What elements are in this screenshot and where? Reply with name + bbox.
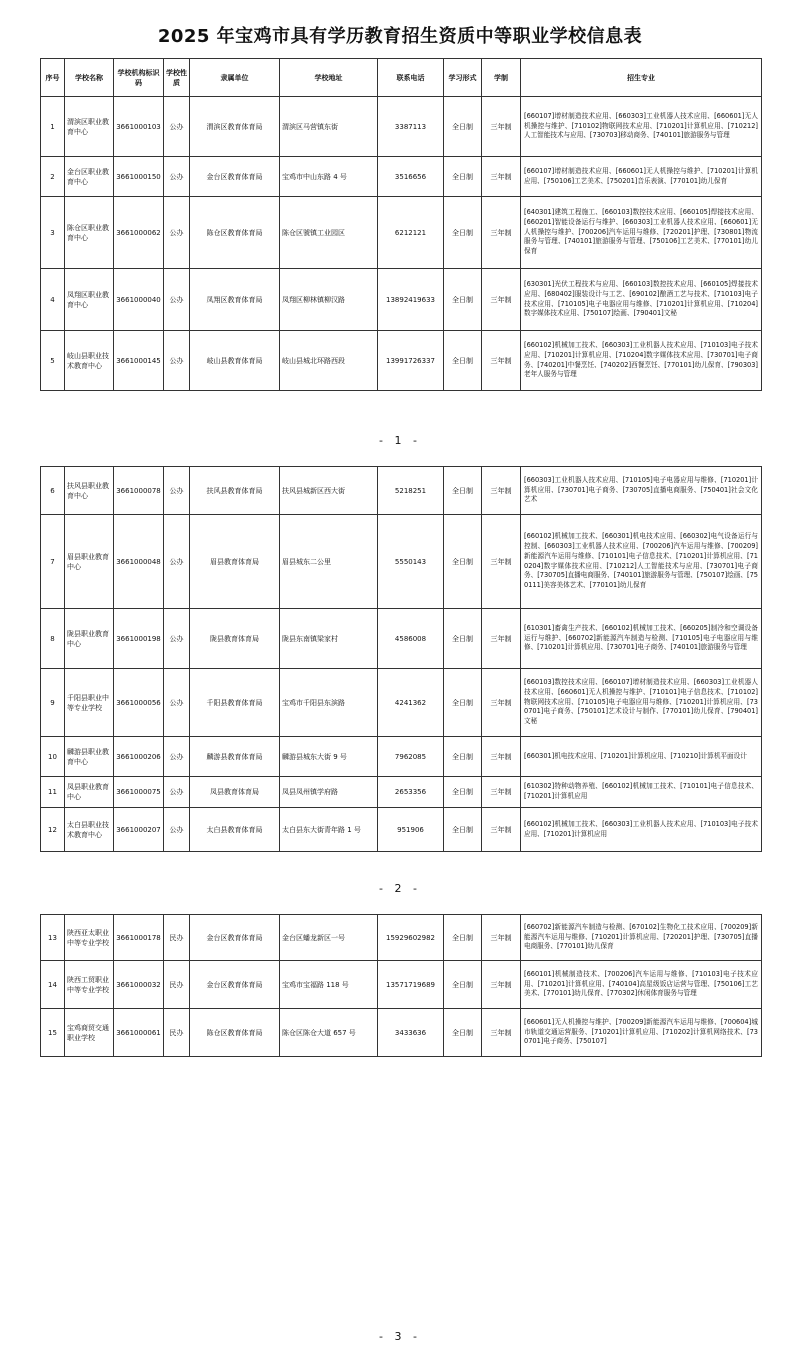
row-number-cell: 1 (41, 97, 65, 157)
address-cell: 岐山县城北环路西段 (280, 331, 378, 391)
school-code-cell: 3661000103 (114, 97, 164, 157)
study-form-cell: 全日制 (444, 1009, 482, 1057)
row-number-cell: 14 (41, 961, 65, 1009)
school-name-cell: 太白县职业技术教育中心 (65, 808, 114, 852)
phone-cell: 4241362 (378, 669, 444, 737)
study-form-cell: 全日制 (444, 669, 482, 737)
row-number-cell: 7 (41, 515, 65, 609)
study-form-cell: 全日制 (444, 515, 482, 609)
address-cell: 陈仓区陈仓大道 657 号 (280, 1009, 378, 1057)
table-row (41, 197, 762, 269)
school-code-cell: 3661000032 (114, 961, 164, 1009)
school-code-cell: 3661000145 (114, 331, 164, 391)
school-type-cell: 公办 (164, 467, 190, 515)
school-code-cell: 3661000061 (114, 1009, 164, 1057)
affiliation-cell: 岐山县教育体育局 (190, 331, 280, 391)
school-type-cell: 公办 (164, 97, 190, 157)
study-form-cell: 全日制 (444, 467, 482, 515)
phone-cell: 5218251 (378, 467, 444, 515)
school-name-cell: 陇县职业教育中心 (65, 609, 114, 669)
address-cell: 渭滨区马营镇东街 (280, 97, 378, 157)
address-cell: 宝鸡市千阳县东滨路 (280, 669, 378, 737)
study-form-cell: 全日制 (444, 269, 482, 331)
address-cell: 陈仓区虢镇工业园区 (280, 197, 378, 269)
study-form-cell: 全日制 (444, 777, 482, 808)
header-cell: 学校名称 (65, 59, 114, 97)
majors-cell: [660301]机电技术应用、[710201]计算机应用、[710210]计算机平面设计 (521, 737, 762, 777)
affiliation-cell: 陈仓区教育体育局 (190, 197, 280, 269)
phone-cell: 6212121 (378, 197, 444, 269)
duration-cell: 三年制 (482, 808, 521, 852)
school-code-cell: 3661000150 (114, 157, 164, 197)
address-cell: 凤县凤州镇学府路 (280, 777, 378, 808)
duration-cell: 三年制 (482, 609, 521, 669)
duration-cell: 三年制 (482, 197, 521, 269)
majors-cell: [660107]增材制造技术应用、[660303]工业机器人技术应用、[660601]无人机操控与维护、[710102]物联网技术应用、[710201]计算机应用、[710212]人工智能技术与应用、[730703]移动商务、[740101]旅游服务与管理 (521, 97, 762, 157)
school-type-cell: 公办 (164, 269, 190, 331)
row-number-cell: 4 (41, 269, 65, 331)
majors-cell: [660702]新能源汽车制造与检测、[670102]生物化工技术应用、[700209]新能源汽车运用与维修、[710201]计算机应用、[720201]护理、[730705]直播电商服务、[770101]幼儿保育 (521, 915, 762, 961)
table-row (41, 467, 762, 515)
address-cell: 扶风县城新区西大街 (280, 467, 378, 515)
study-form-cell: 全日制 (444, 915, 482, 961)
row-number-cell: 2 (41, 157, 65, 197)
duration-cell: 三年制 (482, 669, 521, 737)
school-name-cell: 渭滨区职业教育中心 (65, 97, 114, 157)
study-form-cell: 全日制 (444, 157, 482, 197)
affiliation-cell: 陇县教育体育局 (190, 609, 280, 669)
phone-cell: 3516656 (378, 157, 444, 197)
school-name-cell: 麟游县职业教育中心 (65, 737, 114, 777)
majors-cell: [660103]数控技术应用、[660107]增材制造技术应用、[660303]工业机器人技术应用、[660601]无人机操控与维护、[710101]电子信息技术、[710102]物联网技术应用、[710105]电子电器应用与维修、[710201]计算机应用、[730701]电子商务、[750101]艺术设计与制作、[770101]幼儿保育、[790401]文秘 (521, 669, 762, 737)
school-name-cell: 陕西亚太职业中等专业学校 (65, 915, 114, 961)
duration-cell: 三年制 (482, 97, 521, 157)
row-number-cell: 6 (41, 467, 65, 515)
majors-cell: [660102]机械加工技术、[660301]机电技术应用、[660302]电气设备运行与控制、[660303]工业机器人技术应用、[700206]汽车运用与维修、[700209]新能源汽车运用与维修、[710101]电子信息技术、[710201]计算机应用、[710204]数字媒体技术应用、[710212]人工智能技术与应用、[730701]电子商务、[730705]直播电商服务、[740101]旅游服务与管理、[750107]绘画、[750111]美容美体艺术、[770101]幼儿保育 (521, 515, 762, 609)
majors-cell: [660303]工业机器人技术应用、[710105]电子电器应用与维修、[710201]计算机应用、[730701]电子商务、[730705]直播电商服务、[750401]社会文化艺术 (521, 467, 762, 515)
table-row (41, 609, 762, 669)
row-number-cell: 9 (41, 669, 65, 737)
school-code-cell: 3661000056 (114, 669, 164, 737)
school-type-cell: 公办 (164, 609, 190, 669)
school-code-cell: 3661000207 (114, 808, 164, 852)
school-name-cell: 宝鸡商贸交通职业学校 (65, 1009, 114, 1057)
duration-cell: 三年制 (482, 737, 521, 777)
address-cell: 陇县东南镇梁家村 (280, 609, 378, 669)
phone-cell: 951906 (378, 808, 444, 852)
row-number-cell: 5 (41, 331, 65, 391)
school-type-cell: 公办 (164, 515, 190, 609)
header-cell: 学制 (482, 59, 521, 97)
table-row (41, 915, 762, 961)
study-form-cell: 全日制 (444, 97, 482, 157)
page-number: - 3 - (379, 1330, 421, 1343)
affiliation-cell: 凤翔区教育体育局 (190, 269, 280, 331)
affiliation-cell: 金台区教育体育局 (190, 157, 280, 197)
school-type-cell: 公办 (164, 808, 190, 852)
table-row (41, 97, 762, 157)
header-cell: 学校地址 (280, 59, 378, 97)
affiliation-cell: 麟游县教育体育局 (190, 737, 280, 777)
affiliation-cell: 太白县教育体育局 (190, 808, 280, 852)
table-row (41, 737, 762, 777)
school-name-cell: 陕西工贸职业中等专业学校 (65, 961, 114, 1009)
school-name-cell: 千阳县职业中等专业学校 (65, 669, 114, 737)
page-number: - 1 - (379, 434, 421, 447)
document-title: 2025 年宝鸡市具有学历教育招生资质中等职业学校信息表 (157, 26, 643, 47)
table-row (41, 669, 762, 737)
affiliation-cell: 扶风县教育体育局 (190, 467, 280, 515)
duration-cell: 三年制 (482, 777, 521, 808)
row-number-cell: 15 (41, 1009, 65, 1057)
duration-cell: 三年制 (482, 269, 521, 331)
majors-cell: [610302]特种动物养殖、[660102]机械加工技术、[710101]电子信息技术、[710201]计算机应用 (521, 777, 762, 808)
page-number: - 2 - (379, 882, 421, 895)
school-code-cell: 3661000178 (114, 915, 164, 961)
phone-cell: 13571719689 (378, 961, 444, 1009)
phone-cell: 13991726337 (378, 331, 444, 391)
table-row (41, 1009, 762, 1057)
school-name-cell: 陈仓区职业教育中心 (65, 197, 114, 269)
phone-cell: 13892419633 (378, 269, 444, 331)
table-row (41, 331, 762, 391)
majors-cell: [660102]机械加工技术、[660303]工业机器人技术应用、[710103]电子技术应用、[710201]计算机应用、[710204]数字媒体技术应用、[730701]电子商务、[740201]中餐烹饪、[740202]西餐烹饪、[770101]幼儿保育、[790303]老年人服务与管理 (521, 331, 762, 391)
majors-cell: [640301]建筑工程施工、[660103]数控技术应用、[660105]焊接技术应用、[660201]智能设备运行与维护、[660303]工业机器人技术应用、[660601]无人机操控与维护、[700206]汽车运用与维修、[720201]护理、[730801]物流服务与管理、[740101]旅游服务与管理、[750106]工艺美术、[770101]幼儿保育 (521, 197, 762, 269)
header-cell: 学校性质 (164, 59, 190, 97)
row-number-cell: 11 (41, 777, 65, 808)
duration-cell: 三年制 (482, 515, 521, 609)
school-table-page-2 (40, 466, 762, 852)
school-name-cell: 凤翔区职业教育中心 (65, 269, 114, 331)
school-name-cell: 扶风县职业教育中心 (65, 467, 114, 515)
school-code-cell: 3661000078 (114, 467, 164, 515)
phone-cell: 15929602982 (378, 915, 444, 961)
study-form-cell: 全日制 (444, 961, 482, 1009)
row-number-cell: 3 (41, 197, 65, 269)
school-name-cell: 岐山县职业技术教育中心 (65, 331, 114, 391)
school-code-cell: 3661000198 (114, 609, 164, 669)
phone-cell: 5550143 (378, 515, 444, 609)
majors-cell: [610301]畜禽生产技术、[660102]机械加工技术、[660205]制冷和空调设备运行与维护、[660702]新能源汽车制造与检测、[710105]电子电器应用与维修、[710201]计算机应用、[730701]电子商务、[740101]旅游服务与管理 (521, 609, 762, 669)
duration-cell: 三年制 (482, 1009, 521, 1057)
school-type-cell: 民办 (164, 1009, 190, 1057)
row-number-cell: 10 (41, 737, 65, 777)
school-name-cell: 凤县职业教育中心 (65, 777, 114, 808)
address-cell: 眉县城东二公里 (280, 515, 378, 609)
address-cell: 宝鸡市中山东路 4 号 (280, 157, 378, 197)
header-cell: 学校机构标识码 (114, 59, 164, 97)
school-type-cell: 民办 (164, 915, 190, 961)
phone-cell: 2653356 (378, 777, 444, 808)
duration-cell: 三年制 (482, 331, 521, 391)
school-code-cell: 3661000048 (114, 515, 164, 609)
affiliation-cell: 陈仓区教育体育局 (190, 1009, 280, 1057)
table-row (41, 777, 762, 808)
school-code-cell: 3661000062 (114, 197, 164, 269)
header-cell: 序号 (41, 59, 65, 97)
phone-cell: 3387113 (378, 97, 444, 157)
table-row (41, 515, 762, 609)
study-form-cell: 全日制 (444, 331, 482, 391)
address-cell: 金台区蟠龙新区一号 (280, 915, 378, 961)
school-table-page-1 (40, 58, 762, 391)
affiliation-cell: 渭滨区教育体育局 (190, 97, 280, 157)
school-type-cell: 公办 (164, 669, 190, 737)
school-type-cell: 公办 (164, 737, 190, 777)
school-name-cell: 金台区职业教育中心 (65, 157, 114, 197)
address-cell: 麟游县城东大街 9 号 (280, 737, 378, 777)
row-number-cell: 12 (41, 808, 65, 852)
header-cell: 招生专业 (521, 59, 762, 97)
affiliation-cell: 眉县教育体育局 (190, 515, 280, 609)
study-form-cell: 全日制 (444, 609, 482, 669)
header-cell: 学习形式 (444, 59, 482, 97)
table-row (41, 961, 762, 1009)
study-form-cell: 全日制 (444, 197, 482, 269)
table-header-row (41, 59, 762, 97)
school-type-cell: 公办 (164, 157, 190, 197)
majors-cell: [660107]增材制造技术应用、[660601]无人机操控与维护、[710201]计算机应用、[750106]工艺美术、[750201]音乐表演、[770101]幼儿保育 (521, 157, 762, 197)
duration-cell: 三年制 (482, 961, 521, 1009)
study-form-cell: 全日制 (444, 737, 482, 777)
address-cell: 太白县东大街青年路 1 号 (280, 808, 378, 852)
table-row (41, 269, 762, 331)
duration-cell: 三年制 (482, 467, 521, 515)
affiliation-cell: 凤县教育体育局 (190, 777, 280, 808)
phone-cell: 3433636 (378, 1009, 444, 1057)
school-type-cell: 公办 (164, 331, 190, 391)
school-type-cell: 民办 (164, 961, 190, 1009)
row-number-cell: 8 (41, 609, 65, 669)
school-table-page-3 (40, 914, 762, 1057)
school-type-cell: 公办 (164, 777, 190, 808)
table-row (41, 808, 762, 852)
phone-cell: 7962085 (378, 737, 444, 777)
majors-cell: [660102]机械加工技术、[660303]工业机器人技术应用、[710103]电子技术应用、[710201]计算机应用 (521, 808, 762, 852)
address-cell: 凤翔区柳林镇柳汉路 (280, 269, 378, 331)
affiliation-cell: 金台区教育体育局 (190, 915, 280, 961)
address-cell: 宝鸡市宝福路 118 号 (280, 961, 378, 1009)
majors-cell: [630301]光伏工程技术与应用、[660103]数控技术应用、[660105]焊接技术应用、[680402]服装设计与工艺、[690102]酿酒工艺与技术、[710103]电子技术应用、[710105]电子电器应用与维修、[710201]计算机应用、[710204]数字媒体技术应用、[750107]绘画、[790401]文秘 (521, 269, 762, 331)
phone-cell: 4586008 (378, 609, 444, 669)
table-row (41, 157, 762, 197)
duration-cell: 三年制 (482, 915, 521, 961)
majors-cell: [660601]无人机操控与维护、[700209]新能源汽车运用与维修、[700604]城市轨道交通运营服务、[710201]计算机应用、[710202]计算机网络技术、[730701]电子商务、[750107] (521, 1009, 762, 1057)
school-type-cell: 公办 (164, 197, 190, 269)
header-cell: 联系电话 (378, 59, 444, 97)
row-number-cell: 13 (41, 915, 65, 961)
affiliation-cell: 千阳县教育体育局 (190, 669, 280, 737)
school-name-cell: 眉县职业教育中心 (65, 515, 114, 609)
study-form-cell: 全日制 (444, 808, 482, 852)
majors-cell: [660101]机械制造技术、[700206]汽车运用与维修、[710103]电子技术应用、[710201]计算机应用、[740104]高星级饭店运营与管理、[750106]工艺美术、[770101]幼儿保育、[770302]休闲体育服务与管理 (521, 961, 762, 1009)
school-code-cell: 3661000075 (114, 777, 164, 808)
school-code-cell: 3661000040 (114, 269, 164, 331)
affiliation-cell: 金台区教育体育局 (190, 961, 280, 1009)
header-cell: 隶属单位 (190, 59, 280, 97)
school-code-cell: 3661000206 (114, 737, 164, 777)
duration-cell: 三年制 (482, 157, 521, 197)
